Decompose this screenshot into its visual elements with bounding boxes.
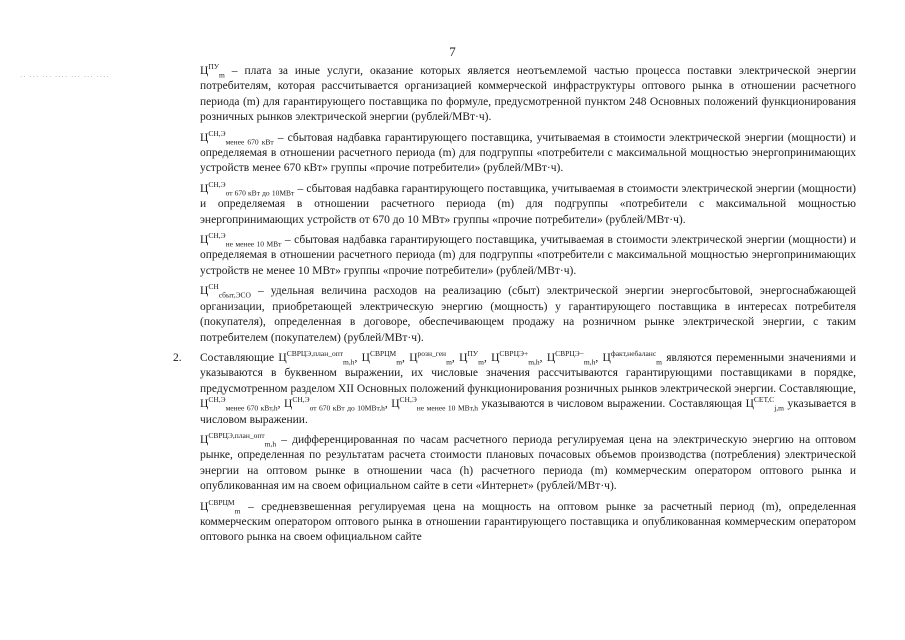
price-symbol: $Ц^{СВРЦМ}_m$ (361, 349, 403, 367)
paragraph-text: – удельная величина расходов на реализацию (сбыт) электрической энергии энергосбытовой, энергоснабжающей организации, приобретающей электрическую энергию (мощность) у гарантирующего поставщика в интересах потребителя (покупателя), определенная в договоре, обеспечивающем продажу на розничном рынке электрической энергии, с таким потребителем (покупателем) (рублей/МВт·ч). (200, 285, 856, 344)
price-symbol: $Ц^{СВРЦЭ-}_{m,h}$ (546, 349, 596, 367)
price-symbol: $Ц^{СВРЦЭ,план\_опт}_{m,h}$ (200, 431, 277, 449)
paragraph-text: – сбытовая надбавка гарантирующего поставщика, учитываемая в стоимости электрической энергии (мощности) и определяемая в отношении расчетного периода (m) для подгруппы «потребители с максимальной мощностью энергопринимающих устройств от 670 до 10 МВт» группы «прочие потребители» (рублей/МВт·ч). (200, 182, 857, 226)
item-text: указывается в числовом выражении. (200, 398, 857, 426)
item-number: 2. (173, 351, 182, 364)
paragraph-pu (200, 64, 856, 126)
price-symbol: $Ц^{СЕТ,С}_{j,m}$ (745, 395, 784, 413)
price-symbol: $Ц^{розн\_ген}_m$ (409, 349, 452, 367)
document-body (173, 62, 857, 551)
price-symbol: $Ц^{СН,Э}_{от 670 кВт до 10МВт}$ (200, 180, 295, 198)
price-symbol: $Ц^{СН,Э}_{менее 670 кВт,h}$ (200, 395, 278, 413)
paragraph-sn-10plus (200, 233, 856, 279)
price-symbol: $Ц^{СН,Э}_{не менее 10 МВт,h}$ (391, 395, 478, 413)
numbered-item-2: 2. Составляющие $Ц^{СВРЦЭ,план\_опт}_{m,h}$, $Ц^{СВРЦМ}_m$, $Ц^{розн\_ген}_m$, $Ц^{ПУ}_m$, $Ц^{СВРЦЭ+}_{m,h}$, $Ц^{СВРЦЭ-}_{m,h}$, $Ц^{факт,небаланс}_m$ являются переменными значениями и указываются в буквенном выражении, их числовые значения рассчитываются гарантирующими поставщиками в порядке, предусмотренном разделом XII Основных положений функционирования розничных рынков электрической энергии. Составляющие, $Ц^{СН,Э}_{менее 670 кВт,h}$, $Ц^{СН,Э}_{от 670 кВт до 10МВт,h}$, $Ц^{СН,Э}_{не менее 10 МВт,h}$ указываются в числовом выражении. Составляющая $Ц^{СЕТ,С}_{j,m}$ указывается в числовом выражении. (173, 349, 857, 426)
paragraph-text: – плата за иные услуги, оказание которых является неотъемлемой частью процесса поставки электрической энергии потребителям, которая рассчитывается организацией коммерческой инфраструктуры оптового рынка в отношении расчетного периода (m) для гарантирующего поставщика по формуле, предусмотренной пунктом 248 Основных положений функционирования розничных рынков электрической энергии (рублей/МВт·ч). (200, 65, 856, 124)
price-symbol: $Ц^{факт,небаланс}_m$ (602, 349, 662, 367)
margin-scan-noise: ·· ··· ··· ···· ··· ··· ···· (20, 73, 110, 81)
price-symbol: $Ц^{СН}_{сбыт,ЭСО}$ (200, 282, 251, 300)
paragraph-text: – сбытовая надбавка гарантирующего поставщика, учитываемая в стоимости электрической энергии (мощности) и определяемая в отношении расчетного периода (m) для подгруппы «потребители с максимальной мощностью энергопринимающих устройств не менее 10 МВт» группы «прочие потребители» (рублей/МВт·ч). (200, 234, 857, 277)
paragraph-sn-670-10 (200, 182, 856, 228)
paragraph-text: – дифференцированная по часам расчетного периода регулируемая цена на электрическую энергию на оптовом рынке, определенная по результатам расчета стоимости плановых почасовых объемов производства (потребления) электрической энергии на оптовом рынке в отношении часа (h) расчетного периода (m) коммерческим оператором оптового рынка и опубликованная им на своем официальном сайте в сети «Интернет» (рублей/МВт·ч). (200, 433, 856, 493)
item-text: являются переменными значениями и указываются в буквенном выражении, их числовые значения рассчитываются гарантирующими поставщиками в порядке, предусмотренном разделом XII Основных положений функционирования розничных рынков электрической энергии. Составляющие, (200, 351, 857, 395)
paragraph-svrcm (200, 497, 856, 546)
page-number: 7 (449, 44, 456, 59)
price-symbol: $Ц^{ПУ}_m$ (200, 62, 225, 80)
price-symbol: $Ц^{СН,Э}_{не менее 10 МВт}$ (200, 231, 282, 249)
paragraph-sn-less-670 (200, 128, 856, 177)
paragraph-text: – сбытовая надбавка гарантирующего поставщика, учитываемая в стоимости электрической энергии (мощности) и определяемая в отношении расчетного периода (m) для подгруппы «потребители с максимальной мощностью энергопринимающих устройств менее 670 кВт» группы «прочие потребители» (рублей/МВт·ч). (200, 131, 856, 175)
item-text: указываются в числовом выражении. Составляющая (477, 398, 746, 411)
paragraph-svrce (200, 433, 856, 495)
item-lead: Составляющие (200, 351, 279, 364)
price-symbol: $Ц^{СВРЦЭ+}_{m,h}$ (491, 349, 540, 367)
price-symbol: $Ц^{СН,Э}_{от 670 кВт до 10МВт,h}$ (284, 395, 385, 413)
price-symbol: $Ц^{СВРЦМ}_m$ (200, 497, 241, 515)
price-symbol: $Ц^{ПУ}_m$ (459, 349, 484, 367)
paragraph-text: – средневзвешенная регулируемая цена на мощность на оптовом рынке за расчетный период (m), определенная коммерческим оператором оптового рынка в отношении гарантирующего поставщика и опубликованная коммерческим оператором оптового рынка на своем официальном сайте (200, 500, 856, 544)
price-symbol: $Ц^{СН,Э}_{менее 670 кВт}$ (200, 128, 274, 146)
price-symbol: $Ц^{СВРЦЭ,план\_опт}_{m,h}$ (278, 349, 355, 367)
paragraph-sn-eso (200, 284, 856, 346)
